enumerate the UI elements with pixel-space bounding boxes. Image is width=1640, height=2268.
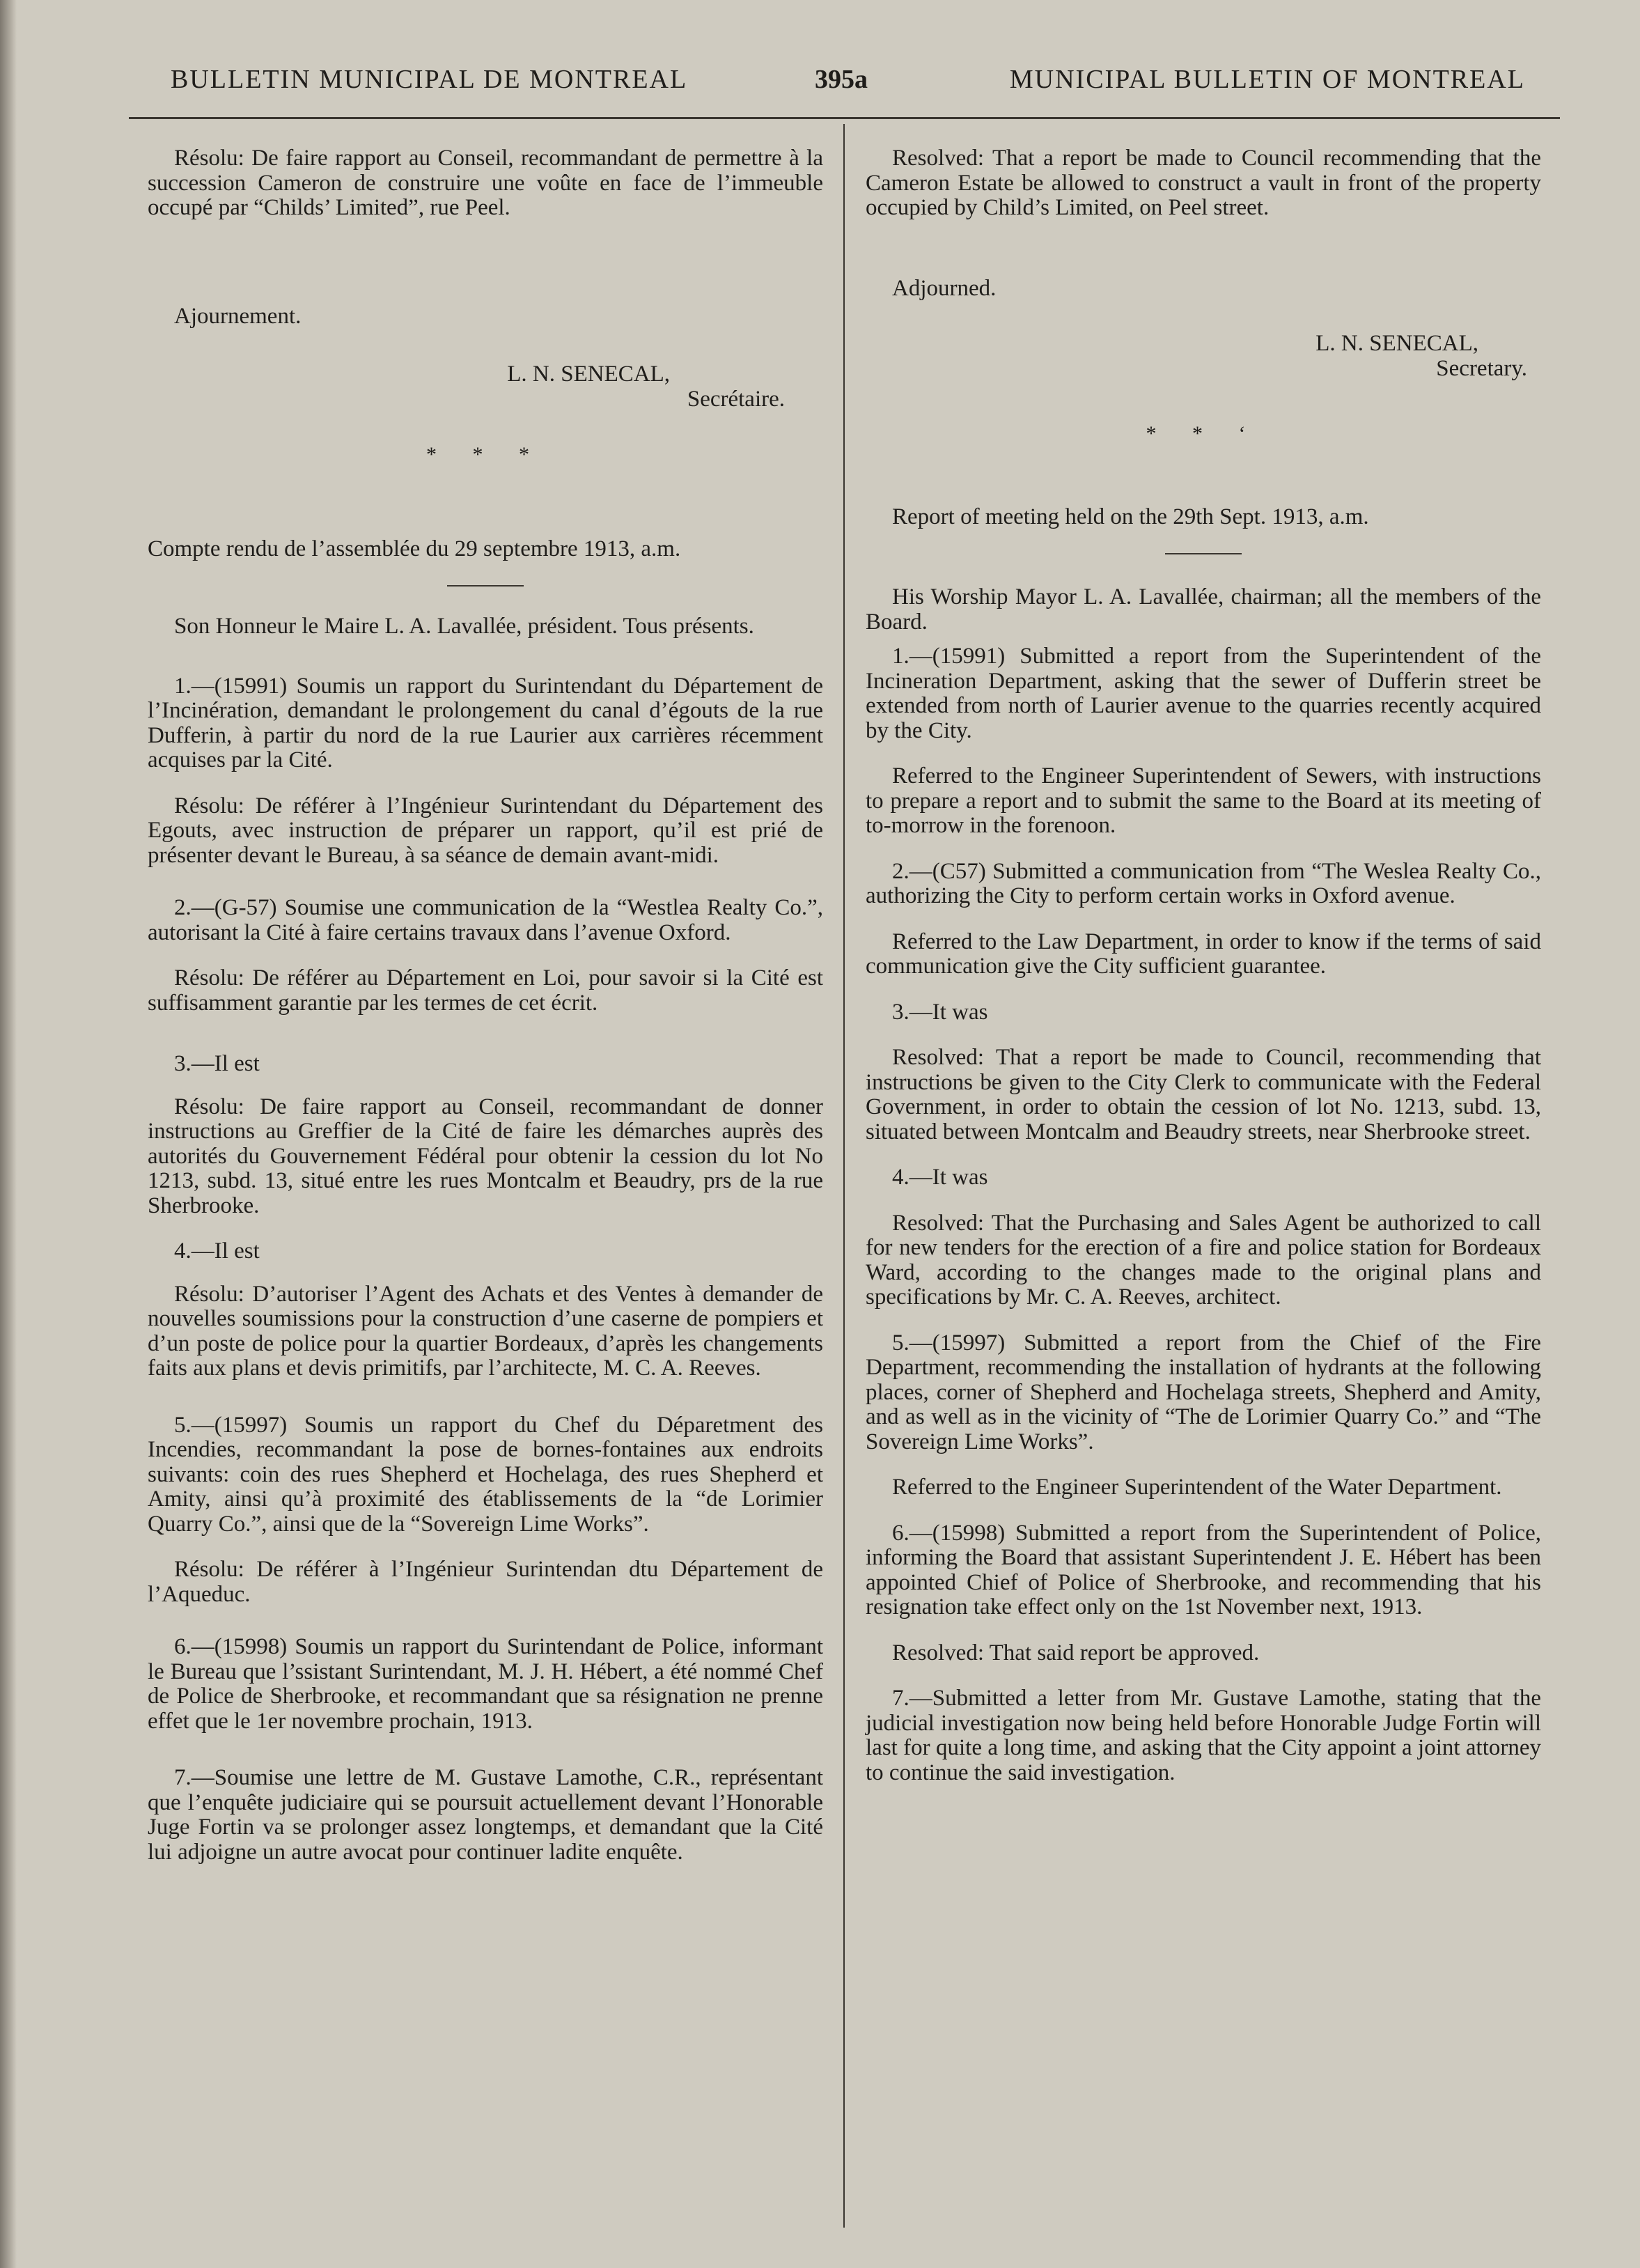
en-item-5-resolution: Referred to the Engineer Superintendent of the Water Department. [892,1475,1502,1500]
en-item-6-resolution: Resolved: That said report be approved. [892,1640,1260,1665]
fr-signature-name: L. N. SENECAL, [507,362,670,387]
en-report-heading: Report of meeting held on the 29th Sept. 1913, a.m. [892,504,1369,529]
en-present: His Worship Mayor L. A. Lavallée, chairman; all the members of the Board. [866,584,1541,635]
en-signature-name: L. N. SENECAL, [1315,331,1478,356]
en-separator-stars: * * ‘ [1146,422,1261,445]
fr-separator-stars: * * * [426,443,545,466]
page-binding-shadow [0,0,17,2268]
fr-item-5-resolution: Résolu: De référer à l’Ingénieur Surintendan dtu Département de l’Aqueduc. [148,1557,823,1607]
fr-resolu-vault: Résolu: De faire rapport au Conseil, recommandant de permettre à la succession Cameron de construire une voûte en face de l’immeuble occupé par “Childs’ Limited”, rue Peel. [148,146,823,220]
fr-item-3: 3.—Il est [174,1051,260,1076]
en-item-3: 3.—It was [892,999,988,1025]
en-adjourned: Adjourned. [892,275,997,301]
fr-item-5: 5.—(15997) Soumis un rapport du Chef du Déparetment des Incendies, recommandant la pose de bornes-fontaines aux endroits suivants: coin des rues Shepherd et Hochelaga, des rues Shepherd et Amity, ainsi qu’à proximité des établissements de la “de Lorimier Quarry Co.”, ainsi que de la “Sovereign Lime Works”. [148,1412,823,1537]
fr-item-2-resolution: Résolu: De référer au Département en Loi, pour savoir si la Cité est suffisamment garantie par les termes de cet écrit. [148,965,823,1016]
en-item-2: 2.—(C57) Submitted a communication from “The Weslea Realty Co., authorizing the City to perform certain works in Oxford avenue. [866,858,1541,908]
en-item-6: 6.—(15998) Submitted a report from the Superintendent of Police, informing the Board that assistant Superintendent J. E. Hébert has been appointed Chief of Police of Sherbrooke, and recommending that his resignation take effect only on the 1st November next, 1913. [866,1520,1541,1620]
fr-signature-title: Secrétaire. [687,386,785,412]
page-number: 395a [815,65,868,94]
fr-item-6: 6.—(15998) Soumis un rapport du Surintendant de Police, informant le Bureau que l’ssistant Surintendant, M. J. H. Hébert, a été nommé Chef de Police de Sherbrooke, et recommandant que sa résignation ne prenne effet que le 1er novembre prochain, 1913. [148,1634,823,1734]
english-column [866,146,1541,1785]
en-item-3-resolution: Resolved: That a report be made to Council, recommending that instructions be given to the City Clerk to communicate with the Federal Government, in order to obtain the cession of lot No. 1213, subd. 13, situated between Montcalm and Beaudry streets, near Sherbrooke street. [866,1045,1541,1144]
en-resolved-vault: Resolved: That a report be made to Council recommending that the Cameron Estate be allowed to construct a vault in front of the property occupied by Child’s Limited, on Peel street. [866,146,1541,220]
en-item-5: 5.—(15997) Submitted a report from the Chief of the Fire Department, recommending the installation of hydrants at the following places, corner of Shepherd and Hochelaga streets, Shepherd and Amity, and as well as in the vicinity of “The de Lorimier Quarry Co.” and “The Sovereign Lime Works”. [866,1330,1541,1454]
fr-item-7: 7.—Soumise une lettre de M. Gustave Lamothe, C.R., représentant que l’enquête judiciaire qui se poursuit actuellement devant l’Honorable Juge Fortin va se prolonger assez longtemps, et demandant que la Cité lui adjoigne un autre avocat pour continuer ladite enquête. [148,1765,823,1865]
fr-item-4-resolution: Résolu: D’autoriser l’Agent des Achats et des Ventes à demander de nouvelles soumissions pour la construction d’une caserne de pompiers et d’un poste de police pour la quartier Bordeaux, d’après les changements faits aux plans et devis primitifs, par l’architecte, M. C. A. Reeves. [148,1281,823,1381]
en-item-4-resolution: Resolved: That the Purchasing and Sales Agent be authorized to call for new tenders for the erection of a fire and police station for Bordeaux Ward, according to the changes made to the original plans and specifications by Mr. C. A. Reeves, architect. [866,1210,1541,1310]
fr-item-4: 4.—Il est [174,1238,260,1264]
fr-item-1-resolution: Résolu: De référer à l’Ingénieur Surintendant du Département des Egouts, avec instruction de préparer un rapport, qu’il est prié de présenter devant le Bureau, à sa séance de demain avant-midi. [148,793,823,868]
en-item-2-resolution: Referred to the Law Department, in order to know if the terms of said communication give the City sufficient guarantee. [866,929,1541,979]
en-signature-title: Secretary. [1436,355,1527,381]
header-french-title: BULLETIN MUNICIPAL DE MONTREAL [171,65,688,94]
fr-item-2: 2.—(G-57) Soumise une communication de la “Westlea Realty Co.”, autorisant la Cité à faire certains travaux dans l’avenue Oxford. [148,895,823,945]
en-item-4: 4.—It was [892,1165,988,1190]
fr-item-3-resolution: Résolu: De faire rapport au Conseil, recommandant de donner instructions au Greffier de la Cité de faire les démarches auprès des autorités du Gouvernement Fédéral pour obtenir la cession du lot No 1213, subd. 13, situé entre les rues Montcalm et Beaudry, prs de la rue Sherbrooke. [148,1094,823,1218]
fr-presents: Son Honneur le Maire L. A. Lavallée, président. Tous présents. [174,614,754,639]
en-item-1-resolution: Referred to the Engineer Superintendent of Sewers, with instructions to prepare a report and to submit the same to the Board at its meeting of to-morrow in the forenoon. [866,763,1541,838]
french-column [148,146,823,1865]
header-rule [129,117,1560,119]
en-item-7: 7.—Submitted a letter from Mr. Gustave Lamothe, stating that the judicial investigation now being held before Honorable Judge Fortin will last for quite a long time, and asking that the City appoint a joint attorney to continue the said investigation. [866,1686,1541,1785]
en-item-1: 1.—(15991) Submitted a report from the Superintendent of the Incineration Department, asking that the sewer of Dufferin street be extended from north of Laurier avenue to the quarries recently acquired by the City. [866,644,1541,743]
header-english-title: MUNICIPAL BULLETIN OF MONTREAL [1009,65,1525,94]
fr-compte-rendu: Compte rendu de l’assemblée du 29 septembre 1913, a.m. [148,536,681,561]
running-header [118,64,1525,106]
column-divider [843,124,845,2228]
fr-ajournement: Ajournement. [174,303,302,329]
fr-item-1: 1.—(15991) Soumis un rapport du Surintendant du Département de l’Incinération, demandant le prolongement du canal d’égouts de la rue Dufferin, à partir du nord de la rue Laurier aux carrières récemment acquises par la Cité. [148,673,823,772]
